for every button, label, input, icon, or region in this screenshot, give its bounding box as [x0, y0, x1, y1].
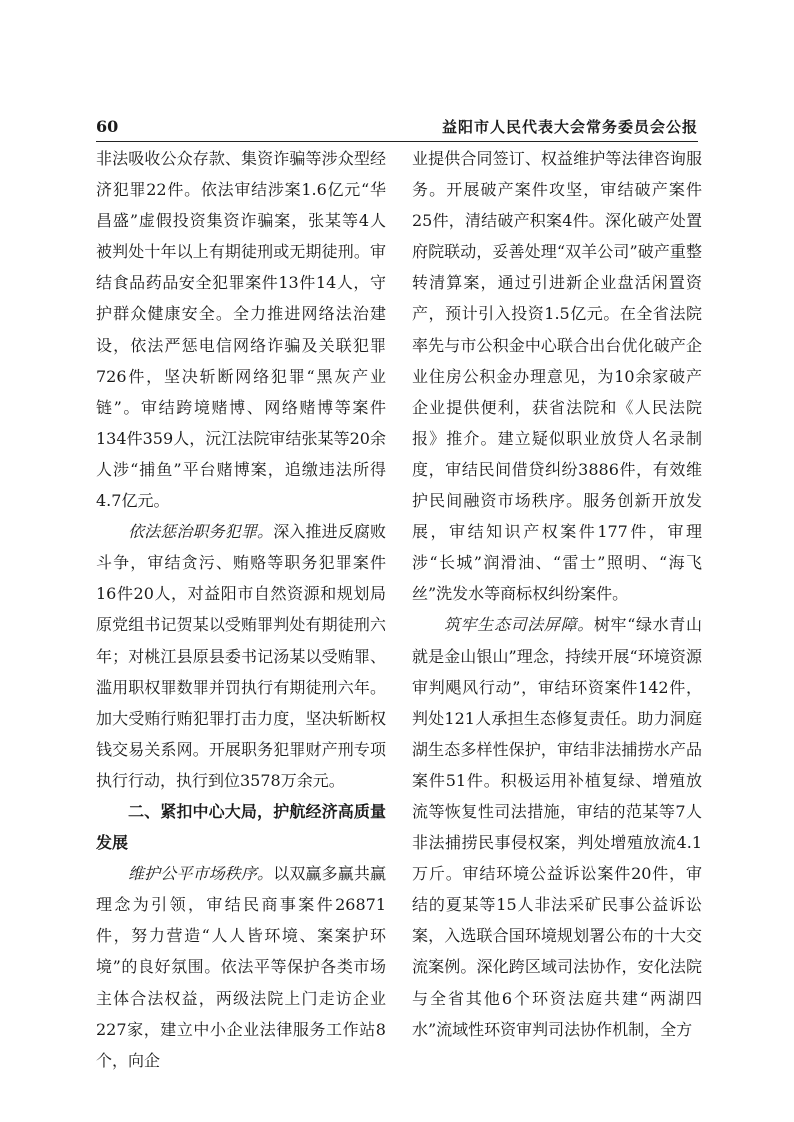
paragraph-legal-services: 业提供合同签订、权益维护等法律咨询服务。开展破产案件攻坚，审结破产案件25件，清结破产积案4件。深化破产处置府院联动，妥善处理“双羊公司”破产重整转清算案，通过引进新企业盘活闲置资产，预计引入投资1.5亿元。在全省法院率先与市公积金中心联合出台优化破产企业住房公积金办理意见，为10余家破产企业提供便利，获省法院和《人民法院报》推介。建立疑似职业放贷人名录制度，审结民间借贷纠纷3886件，有效维护民间融资市场秩序。服务创新开放发展，审结知识产权案件177件，审理涉“长城”润滑油、“雷士”照明、“海飞丝”洗发水等商标权纠纷案件。 [412, 149, 702, 604]
journal-title: 益阳市人民代表大会常务委员会公报 [441, 118, 698, 136]
page-number: 60 [96, 117, 119, 136]
paragraph-body: 树牢“绿水青山就是金山银山”理念，持续开展“环境资源审判飓风行动”，审结环资案件142件，判处121人承担生态修复责任。助力洞庭湖生态多样性保护，审结非法捕捞水产品案件51件。积极运用补植复绿、增殖放流等恢复性司法措施，审结的范某等7人非法捕捞民事侵权案，判处增殖放流4.1万斤。审结环境公益诉讼案件20件，审结的夏某等15人非法采矿民事公益诉讼案，入选联合国环境规划署公布的十大交流案例。深化跨区域司法协作，安化法院与全省其他6个环资法庭共建“两湖四水”流域性环资审判司法协作机制，全方 [412, 615, 702, 1039]
section-heading: 二、紧扣中心大局，护航经济高质量发展 [96, 801, 386, 853]
paragraph-lead: 筑牢生态司法屏障。 [444, 615, 594, 635]
page-header [96, 116, 698, 138]
header-divider [96, 141, 698, 142]
paragraph-ecological-justice [412, 609, 702, 1044]
right-column [412, 143, 702, 1045]
paragraph-body: 以双赢多赢共赢理念为引领，审结民商事案件26871件，努力营造“人人皆环境、案案护环境”的良好氛围。依法平等保护各类市场主体合法权益，两级法院上门走访企业227家，建立中小企业法律服务工作站8个，向企 [96, 864, 386, 1070]
paragraph-lead: 依法惩治职务犯罪。 [128, 522, 274, 542]
paragraph-lead: 维护公平市场秩序。 [128, 864, 274, 884]
paragraph-market-order [96, 858, 386, 1076]
paragraph-economic-crime: 非法吸收公众存款、集资诈骗等涉众型经济犯罪22件。依法审结涉案1.6亿元“华昌盛”虚假投资集资诈骗案，张某等4人被判处十年以上有期徒刑或无期徒刑。审结食品药品安全犯罪案件13件14人，守护群众健康安全。全力推进网络法治建设，依法严惩电信网络诈骗及关联犯罪726件，坚决斩断网络犯罪“黑灰产业链”。审结跨境赌博、网络赌博等案件134件359人，沅江法院审结张某等20余人涉“捕鱼”平台赌博案，追缴违法所得4.7亿元。 [96, 149, 386, 511]
paragraph-body: 深入推进反腐败斗争，审结贪污、贿赂等职务犯罪案件16件20人，对益阳市自然资源和规划局原党组书记贺某以受贿罪判处有期徒刑六年；对桃江县原县委书记汤某以受贿罪、滥用职权罪数罪并罚执行有期徒刑六年。加大受贿行贿犯罪打击力度，坚决斩断权钱交易关系网。开展职务犯罪财产刑专项执行行动，执行到位3578万余元。 [96, 522, 386, 790]
left-column [96, 143, 386, 1076]
paragraph-duty-crime [96, 516, 386, 796]
